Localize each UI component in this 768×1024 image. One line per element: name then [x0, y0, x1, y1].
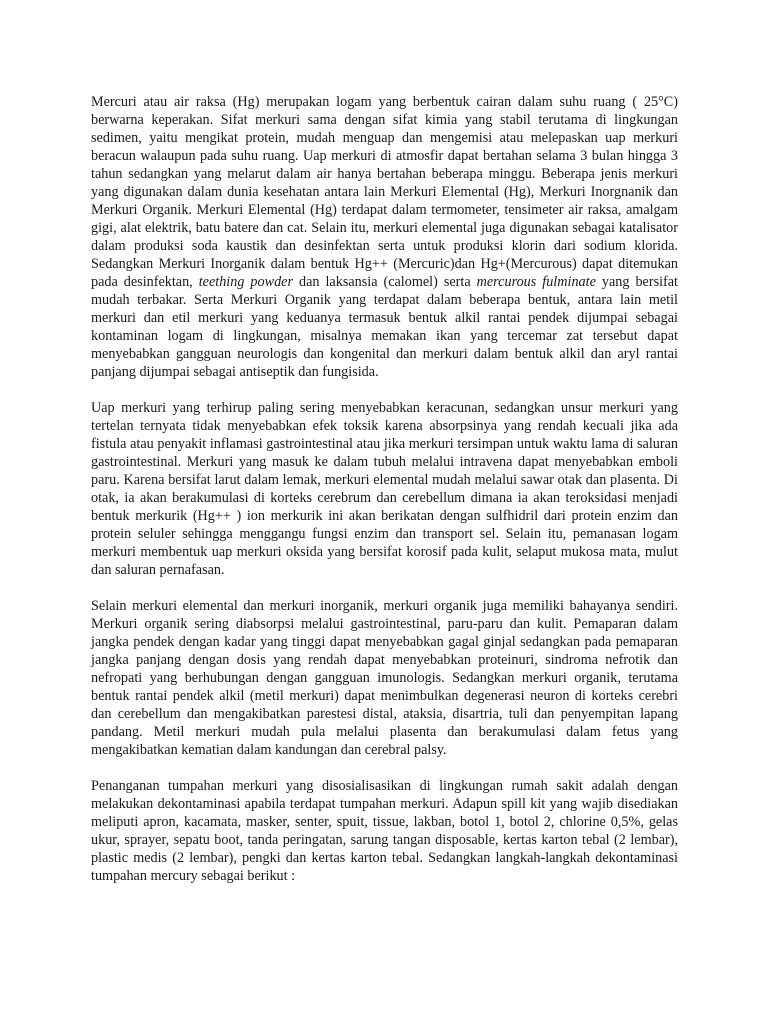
paragraph-mercury-vapor: Uap merkuri yang terhirup paling sering menyebabkan keracunan, sedangkan unsur merkuri yang tertelan ternyata tidak menyebabkan efek toksik karena absorpsinya yang rendah kecuali jika ada fistula atau penyakit inflamasi gastrointestinal atau jika merkuri tersimpan untuk waktu lama di saluran gastrointestinal. Merkuri yang masuk ke dalam tubuh melalui intravena dapat menyebabkan emboli paru. Karena bersifat larut dalam lemak, merkuri elemental mudah melalui sawar otak dan plasenta. Di otak, ia akan berakumulasi di korteks cerebrum dan cerebellum dimana ia akan teroksidasi menjadi bentuk merkurik (Hg++ ) ion merkurik ini akan berikatan dengan sulfhidril dari protein enzim dan protein seluler sehingga menggangu fungsi enzim dan transport sel. Selain itu, pemanasan logam merkuri membentuk uap merkuri oksida yang bersifat korosif pada kulit, selaput mukosa mata, mulut dan saluran pernafasan.	[91, 400, 678, 578]
paragraph-spill-handling: Penanganan tumpahan merkuri yang disosialisasikan di lingkungan rumah sakit adalah dengan melakukan dekontaminasi apabila terdapat tumpahan merkuri. Adapun spill kit yang wajib disediakan meliputi apron, kacamata, masker, senter, spuit, tissue, lakban, botol 1, botol 2, chlorine 0,5%, gelas ukur, sprayer, sepatu boot, tanda peringatan, sarung tangan disposable, kertas karton tebal (2 lembar), plastic medis (2 lembar), pengki dan kertas karton tebal. Sedangkan langkah-langkah dekontaminasi tumpahan mercury sebagai berikut :	[91, 778, 678, 884]
paragraph-1-text-a: Mercuri atau air raksa (Hg) merupakan logam yang berbentuk cairan dalam suhu ruang ( 25°C) berwarna keperakan. Sifat merkuri sama dengan sifat kimia yang stabil terutama di lingkungan sedimen, yaitu mengikat protein, mudah menguap dan mengemisi atau melepaskan uap merkuri beracun walaupun pada suhu ruang. Uap merkuri di atmosfir dapat bertahan selama 3 bulan hingga 3 tahun sedangkan yang melarut dalam air hanya bertahan beberapa minggu. Beberapa jenis merkuri yang digunakan dalam dunia kesehatan antara lain Merkuri Elemental (Hg), Merkuri Inorgnanik dan Merkuri Organik. Merkuri Elemental (Hg) terdapat dalam termometer, tensimeter air raksa, amalgam gigi, alat elektrik, batu batere dan cat. Selain itu, merkuri elemental juga digunakan sebagai katalisator dalam produksi soda kaustik dan desinfektan serta untuk produksi klorin dari sodium klorida. Sedangkan Merkuri Inorganik dalam bentuk Hg++ (Mercuric)dan Hg+(Mercurous) dapat ditemukan pada desinfektan,	[91, 94, 678, 290]
paragraph-1-text-b: dan laksansia (calomel) serta	[293, 274, 477, 290]
paragraph-1-italic-mercurous-fulminate: mercurous fulminate	[476, 274, 596, 290]
paragraph-organic-mercury: Selain merkuri elemental dan merkuri inorganik, merkuri organik juga memiliki bahayanya sendiri. Merkuri organik sering diabsorpsi melalui gastrointestinal, paru-paru dan kulit. Pemaparan dalam jangka pendek dengan kadar yang tinggi dapat menyebabkan gagal ginjal sedangkan pada pemaparan jangka panjang dengan dosis yang rendah dapat menyebabkan proteinuri, sindroma nefrotik dan nefropati yang berhubungan dengan gangguan imunologis. Sedangkan merkuri organik, terutama bentuk rantai pendek alkil (metil merkuri) dapat menimbulkan degenerasi neuron di korteks cerebri dan cerebellum dan mengakibatkan parestesi distal, ataksia, disartria, tuli dan penyempitan lapang pandang. Metil merkuri mudah pula melalui plasenta dan berakumulasi dalam fetus yang mengakibatkan kematian dalam kandungan dan cerebral palsy.	[91, 598, 678, 758]
document-page	[91, 93, 678, 885]
paragraph-1-text-c: yang bersifat mudah terbakar. Serta Merkuri Organik yang terdapat dalam beberapa bentuk, antara lain metil merkuri dan etil merkuri yang keduanya termasuk bentuk alkil rantai pendek dijumpai sebagai kontaminan logam di lingkungan, misalnya memakan ikan yang tercemar zat tersebut dapat menyebabkan gangguan neurologis dan kongenital dan merkuri dalam bentuk alkil dan aryl rantai panjang dijumpai sebagai antiseptik dan fungisida.	[91, 274, 678, 380]
paragraph-mercury-intro	[91, 93, 678, 381]
paragraph-1-italic-teething-powder: teething powder	[198, 274, 293, 290]
